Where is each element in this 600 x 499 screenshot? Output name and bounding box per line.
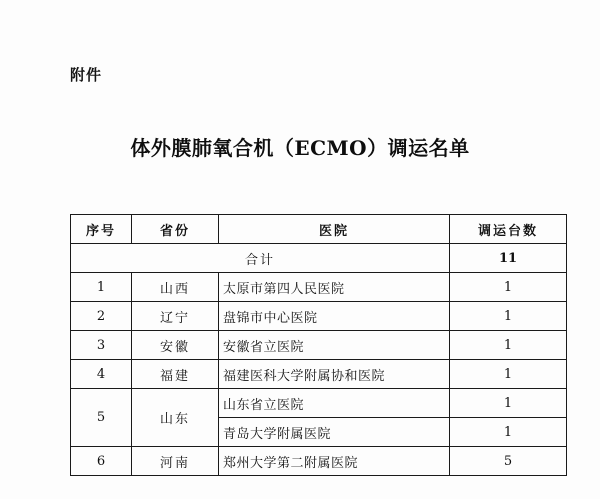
row-province: 福建: [132, 360, 219, 389]
table-row: [71, 360, 567, 389]
row-count: 5: [450, 447, 567, 476]
table-header: [71, 215, 567, 244]
row-hospital: 盘锦市中心医院: [219, 302, 450, 331]
row-hospital: 太原市第四人民医院: [219, 273, 450, 302]
row-count: 1: [450, 331, 567, 360]
table-row: [71, 389, 567, 418]
row-index: 1: [71, 273, 132, 302]
row-hospital: 山东省立医院: [219, 389, 450, 418]
row-hospital: 青岛大学附属医院: [219, 418, 450, 447]
table-row: [71, 447, 567, 476]
row-province: 山西: [132, 273, 219, 302]
total-label: 合计: [71, 244, 450, 273]
row-index: 2: [71, 302, 132, 331]
row-index: 4: [71, 360, 132, 389]
table-row: [71, 331, 567, 360]
table-body: [71, 244, 567, 476]
column-header-index: 序号: [71, 215, 132, 244]
column-header-province: 省份: [132, 215, 219, 244]
page-title: 体外膜肺氧合机（ECMO）调运名单: [130, 136, 470, 160]
total-count: 11: [450, 244, 567, 273]
row-province: 安徽: [132, 331, 219, 360]
row-count: 1: [450, 302, 567, 331]
column-header-hospital: 医院: [219, 215, 450, 244]
table-row-total: [71, 244, 567, 273]
row-hospital: 福建医科大学附属协和医院: [219, 360, 450, 389]
row-index: 3: [71, 331, 132, 360]
row-count: 1: [450, 360, 567, 389]
row-province: 河南: [132, 447, 219, 476]
row-index: 5: [71, 389, 132, 447]
row-hospital: 安徽省立医院: [219, 331, 450, 360]
row-province: 辽宁: [132, 302, 219, 331]
table-row: [71, 302, 567, 331]
ecmo-allocation-table: [70, 214, 567, 476]
row-count: 1: [450, 389, 567, 418]
table-header-row: [71, 215, 567, 244]
row-index: 6: [71, 447, 132, 476]
row-count: 1: [450, 418, 567, 447]
table-row: [71, 273, 567, 302]
attachment-label: 附件: [70, 66, 103, 84]
row-province: 山东: [132, 389, 219, 447]
ecmo-table-wrapper: [70, 214, 538, 476]
row-hospital: 郑州大学第二附属医院: [219, 447, 450, 476]
column-header-count: 调运台数: [450, 215, 567, 244]
row-count: 1: [450, 273, 567, 302]
